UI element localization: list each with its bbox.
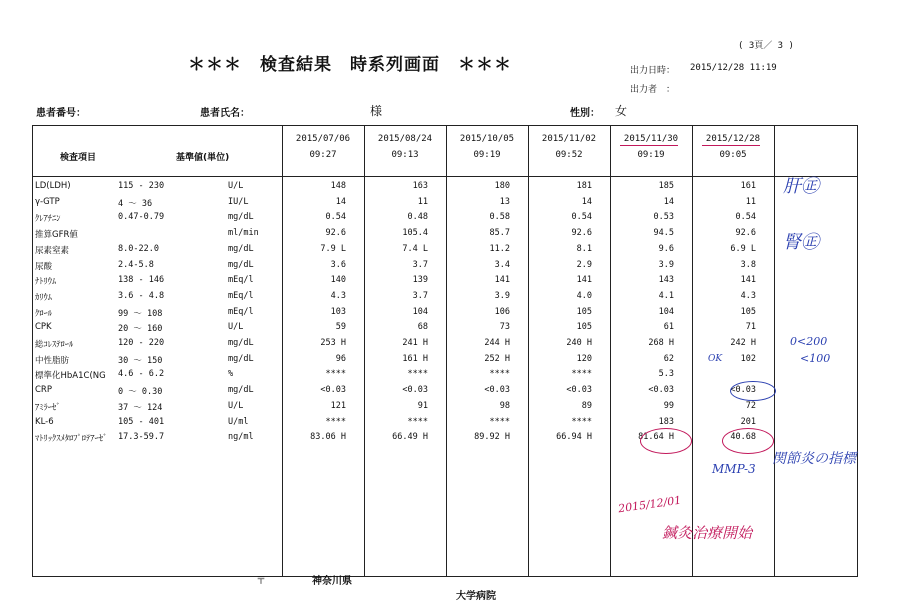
handwritten-chol-note: 0<200 — [790, 335, 828, 348]
patient-id-label: 患者番号： — [36, 108, 86, 119]
reference-range: 30 ～ 150 — [118, 355, 163, 366]
unit: mEq/l — [228, 306, 254, 317]
unit: ng/ml — [228, 432, 254, 443]
item-name: ﾏﾄﾘｯｸｽﾒﾀﾛﾌﾟﾛﾃｱｰｾﾞ — [35, 434, 108, 445]
value-cell: 9.6 — [658, 243, 674, 254]
item-name: 標準化HbA1C(NG — [35, 371, 106, 382]
date-header: 2015/11/30 — [623, 134, 679, 144]
value-cell: **** — [407, 369, 428, 380]
value-cell: 14 — [663, 196, 674, 207]
unit: mg/dL — [228, 243, 254, 254]
value-cell: 92.6 — [325, 228, 346, 239]
unit: mg/dL — [228, 338, 254, 348]
value-cell: 141 — [576, 275, 592, 286]
value-cell: 73 — [499, 322, 510, 333]
item-name: 尿酸 — [35, 261, 53, 272]
unit: mEq/l — [228, 290, 254, 301]
handwritten-tg-note: <100 — [800, 352, 831, 365]
unit: mg/dL — [228, 385, 254, 396]
value-cell: **** — [571, 369, 592, 380]
value-cell: 121 — [330, 400, 346, 411]
honorific: 様 — [370, 104, 383, 118]
value-cell: 94.5 — [653, 228, 674, 239]
value-cell: **** — [407, 416, 428, 427]
value-cell: 4.3 — [740, 290, 756, 301]
value-cell: 244 H — [484, 338, 510, 348]
unit: % — [228, 369, 234, 380]
output-datetime: 2015/12/28 11:19 — [690, 63, 777, 73]
item-name: γ-GTP — [35, 196, 60, 207]
value-cell: 5.3 — [658, 369, 674, 380]
value-cell: 120 — [576, 353, 592, 364]
col-header-item: 検査項目 — [60, 153, 97, 163]
value-cell: 143 — [658, 275, 674, 286]
table-row — [32, 228, 858, 242]
value-cell: 11.2 — [489, 243, 510, 254]
reference-range: 20 ～ 160 — [118, 324, 163, 335]
reference-range: 8.0-22.0 — [118, 243, 159, 254]
value-cell: 180 — [494, 181, 510, 191]
value-cell: 71 — [745, 322, 756, 333]
red-circle — [640, 428, 692, 454]
value-cell: 242 H — [730, 338, 756, 348]
value-cell: 252 H — [484, 353, 510, 364]
value-cell: 0.54 — [735, 212, 756, 223]
item-name: 総ｺﾚｽﾃﾛｰﾙ — [35, 340, 74, 350]
reference-range: 0 ～ 0.30 — [118, 387, 163, 398]
red-circle — [722, 428, 774, 454]
value-cell: 181 — [576, 181, 592, 191]
table-row — [32, 197, 858, 211]
footer-postal: 〒 — [256, 576, 266, 587]
value-cell: 96 — [335, 353, 346, 364]
reference-range: 4.6 - 6.2 — [118, 369, 165, 380]
value-cell: 3.6 — [330, 259, 346, 270]
table-row — [32, 275, 858, 289]
value-cell: 102 — [740, 353, 756, 364]
footer-prefecture: 神奈川県 — [312, 576, 352, 587]
time-header: 09:19 — [637, 150, 665, 160]
value-cell: 91 — [417, 400, 428, 411]
handwritten-ok: OK — [708, 354, 723, 364]
reference-range: 120 - 220 — [118, 338, 165, 348]
value-cell: 105 — [740, 306, 756, 317]
unit: U/ml — [228, 416, 249, 427]
output-person-label: 出力者 ： — [630, 85, 676, 95]
value-cell: 6.9 L — [730, 243, 756, 254]
value-cell: 103 — [330, 306, 346, 317]
value-cell: 105.4 — [402, 228, 428, 239]
reference-range: 17.3-59.7 — [118, 432, 165, 443]
table-row — [32, 244, 858, 258]
value-cell: 81.64 H — [638, 432, 674, 443]
time-header: 09:52 — [555, 150, 583, 160]
unit: mEq/l — [228, 275, 254, 286]
date-header: 2015/10/05 — [459, 134, 515, 144]
value-cell: <0.03 — [484, 385, 510, 396]
date-header: 2015/08/24 — [377, 134, 433, 144]
value-cell: <0.03 — [566, 385, 592, 396]
value-cell: 92.6 — [571, 228, 592, 239]
reference-range: 4 ～ 36 — [118, 198, 153, 209]
time-header: 09:13 — [391, 150, 419, 160]
unit: U/L — [228, 400, 244, 411]
unit: U/L — [228, 181, 244, 191]
value-cell: 85.7 — [489, 228, 510, 239]
handwritten-ra-note: 関節炎の指標 — [772, 451, 856, 467]
value-cell: 139 — [412, 275, 428, 286]
value-cell: 240 H — [566, 338, 592, 348]
item-name: ｸﾚｱﾁﾆﾝ — [35, 214, 61, 225]
reference-range: 3.6 - 4.8 — [118, 290, 165, 301]
reference-range: 37 ～ 124 — [118, 402, 163, 413]
value-cell: 68 — [417, 322, 428, 333]
time-header: 09:05 — [719, 150, 747, 160]
value-cell: **** — [489, 416, 510, 427]
value-cell: **** — [325, 416, 346, 427]
item-name: 尿素窒素 — [35, 245, 70, 256]
value-cell: 161 — [740, 181, 756, 191]
table-row — [32, 354, 858, 368]
value-cell: 140 — [330, 275, 346, 286]
value-cell: 141 — [740, 275, 756, 286]
value-cell: 241 H — [402, 338, 428, 348]
page-number: ( 3頁／ 3 ) — [738, 41, 794, 51]
value-cell: 62 — [663, 353, 674, 364]
value-cell: 99 — [663, 400, 674, 411]
value-cell: 89.92 H — [474, 432, 510, 443]
unit: mg/dL — [228, 259, 254, 270]
unit: IU/L — [228, 196, 249, 207]
sex-label: 性別： — [570, 108, 600, 119]
time-header: 09:19 — [473, 150, 501, 160]
value-cell: 14 — [581, 196, 592, 207]
value-cell: 106 — [494, 306, 510, 317]
reference-range: 2.4-5.8 — [118, 259, 154, 270]
output-datetime-label: 出力日時： — [630, 66, 676, 76]
item-name: ﾅﾄﾘｳﾑ — [35, 277, 57, 288]
table-row — [32, 307, 858, 321]
value-cell: <0.03 — [320, 385, 346, 396]
item-name: ｱﾐﾗｰｾﾞ — [35, 402, 61, 413]
value-cell: 4.3 — [330, 290, 346, 301]
handwritten-mmp3: MMP-3 — [712, 462, 756, 476]
value-cell: <0.03 — [648, 385, 674, 396]
handwritten-liver: 肝㊣ — [783, 176, 819, 197]
date-header: 2015/11/02 — [541, 134, 597, 144]
value-cell: 3.8 — [740, 259, 756, 270]
value-cell: **** — [571, 416, 592, 427]
value-cell: 61 — [663, 322, 674, 333]
value-cell: 2.9 — [576, 259, 592, 270]
date-header: 2015/12/28 — [705, 134, 761, 144]
value-cell: 3.9 — [494, 290, 510, 301]
value-cell: 104 — [412, 306, 428, 317]
value-cell: 66.49 H — [392, 432, 428, 443]
item-name: KL-6 — [35, 416, 54, 427]
time-header: 09:27 — [309, 150, 337, 160]
table-row — [32, 291, 858, 305]
value-cell: 3.7 — [412, 259, 428, 270]
value-cell: 0.58 — [489, 212, 510, 223]
value-cell: 161 H — [402, 353, 428, 364]
value-cell: 0.54 — [571, 212, 592, 223]
value-cell: 11 — [745, 196, 756, 207]
col-header-ref: 基準値(単位) — [176, 153, 230, 163]
handwritten-kidney: 腎㊣ — [783, 232, 819, 253]
value-cell: 89 — [581, 400, 592, 411]
table-row — [32, 338, 858, 352]
value-cell: 14 — [335, 196, 346, 207]
value-cell: 253 H — [320, 338, 346, 348]
item-name: ｸﾛｰﾙ — [35, 308, 53, 319]
footer-hospital: 大学病院 — [456, 591, 496, 602]
value-cell: 7.4 L — [402, 243, 428, 254]
value-cell: 92.6 — [735, 228, 756, 239]
value-cell: 183 — [658, 416, 674, 427]
reference-range: 0.47-0.79 — [118, 212, 165, 223]
unit: U/L — [228, 322, 244, 333]
value-cell: 72 — [745, 400, 756, 411]
item-name: 推算GFR値 — [35, 230, 78, 241]
page-title: ＊＊＊ 検査結果 時系列画面 ＊＊＊ — [188, 55, 512, 75]
item-name: CRP — [35, 385, 52, 396]
value-cell: <0.03 — [730, 385, 756, 396]
table-row — [32, 401, 858, 415]
value-cell: 104 — [658, 306, 674, 317]
unit: ml/min — [228, 228, 259, 239]
reference-range: 115 - 230 — [118, 181, 165, 191]
value-cell: 59 — [335, 322, 346, 333]
red-underline — [702, 145, 760, 146]
value-cell: 105 — [576, 322, 592, 333]
reference-range: 138 - 146 — [118, 275, 165, 286]
value-cell: 8.1 — [576, 243, 592, 254]
value-cell: 105 — [576, 306, 592, 317]
red-underline — [620, 145, 678, 146]
value-cell: 141 — [494, 275, 510, 286]
value-cell: 268 H — [648, 338, 674, 348]
item-name: CPK — [35, 322, 52, 333]
value-cell: 3.9 — [658, 259, 674, 270]
table-row — [32, 417, 858, 431]
value-cell: 148 — [330, 181, 346, 191]
table-row — [32, 369, 858, 383]
handwritten-date: 2015/12/01 — [617, 493, 683, 516]
unit: mg/dL — [228, 353, 254, 364]
table-row — [32, 322, 858, 336]
value-cell: 4.0 — [576, 290, 592, 301]
value-cell: 7.9 L — [320, 243, 346, 254]
value-cell: **** — [489, 369, 510, 380]
value-cell: 40.68 — [730, 432, 756, 443]
value-cell: 0.54 — [325, 212, 346, 223]
value-cell: 185 — [658, 181, 674, 191]
value-cell: 13 — [499, 196, 510, 207]
value-cell: 98 — [499, 400, 510, 411]
reference-range: 105 - 401 — [118, 416, 165, 427]
value-cell: 4.1 — [658, 290, 674, 301]
patient-name-label: 患者氏名： — [200, 108, 250, 119]
value-cell: 0.48 — [407, 212, 428, 223]
table-row — [32, 181, 858, 195]
value-cell: 83.06 H — [310, 432, 346, 443]
value-cell: 201 — [740, 416, 756, 427]
date-header: 2015/07/06 — [295, 134, 351, 144]
value-cell: **** — [325, 369, 346, 380]
item-name: ｶﾘｳﾑ — [35, 292, 53, 303]
value-cell: 11 — [417, 196, 428, 207]
handwritten-treatment: 鍼灸治療開始 — [662, 524, 753, 542]
table-row — [32, 260, 858, 274]
value-cell: 66.94 H — [556, 432, 592, 443]
reference-range: 99 ～ 108 — [118, 308, 163, 319]
item-name: LD(LDH) — [35, 181, 71, 191]
value-cell: <0.03 — [402, 385, 428, 396]
table-row — [32, 212, 858, 226]
value-cell: 163 — [412, 181, 428, 191]
blue-circle — [730, 381, 776, 401]
item-name: 中性脂肪 — [35, 355, 70, 366]
value-cell: 3.7 — [412, 290, 428, 301]
sex-value: 女 — [615, 104, 628, 118]
unit: mg/dL — [228, 212, 254, 223]
value-cell: 0.53 — [653, 212, 674, 223]
value-cell: 3.4 — [494, 259, 510, 270]
